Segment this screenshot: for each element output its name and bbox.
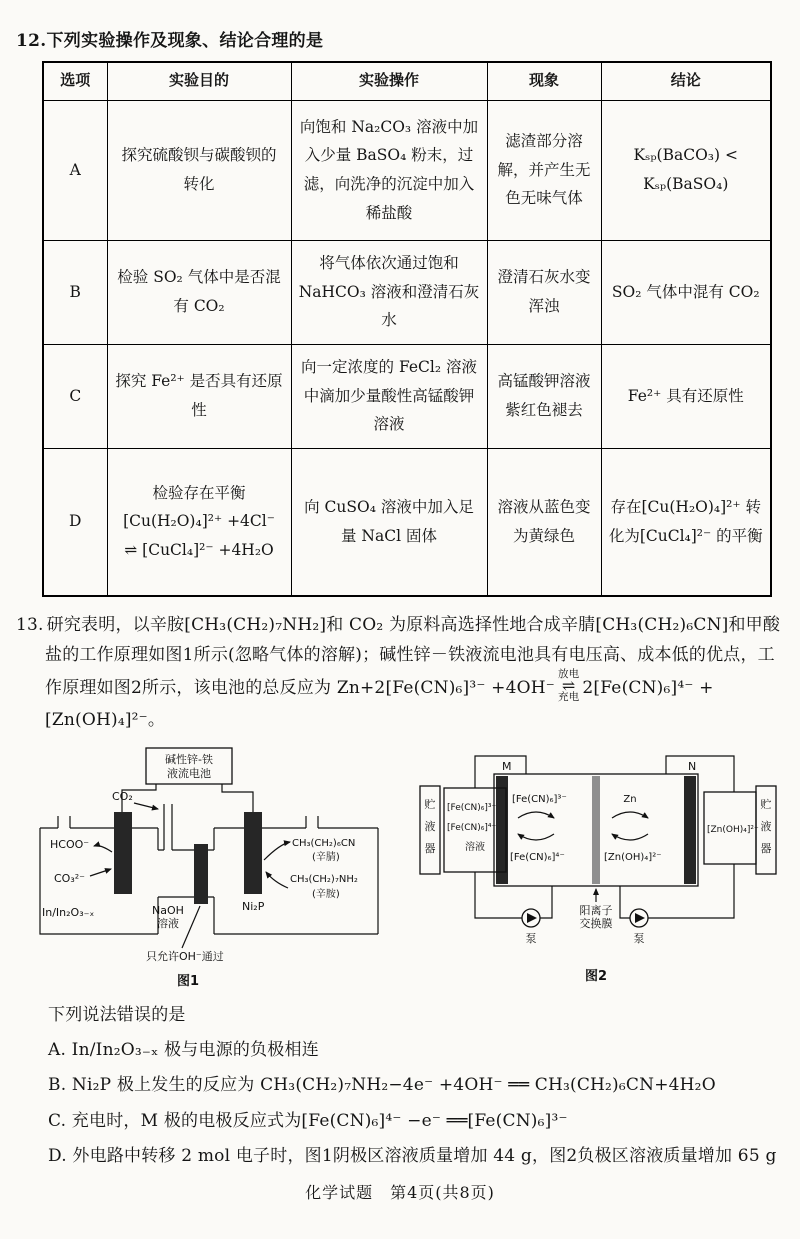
cell-conclusion-d: 存在[Cu(H₂O)₄]²⁺ 转化为[CuCl₄]²⁻ 的平衡 <box>601 448 771 596</box>
col-header-option: 选项 <box>43 62 107 100</box>
cell-phenomenon-d: 溶液从蓝色变为黄绿色 <box>487 448 601 596</box>
cell-option-d: D <box>43 448 107 596</box>
cell-operation-c: 向一定浓度的 FeCl₂ 溶液中滴加少量酸性高锰酸钾溶液 <box>291 344 487 448</box>
cell-phenomenon-a: 滤渣部分溶解，并产生无色无味气体 <box>487 100 601 240</box>
zincate-label: [Zn(OH)₄]²⁻ <box>604 851 662 863</box>
hcoo-arrow <box>94 845 112 851</box>
ferricyanide-label: [Fe(CN)₆]³⁻ <box>512 793 567 805</box>
question-13-stem <box>16 611 784 736</box>
q13-text-1: 研究表明，以辛胺[CH₃(CH₂)₇NH₂]和 CO₂ 为原料高选择性地合成辛腈[CH₃(CH₂)₆CN]和甲酸盐的工作原理如图1所示(忽略气体的溶解)；碱性锌－铁液流电池具有电压高、成本低的优点，工作原理如图2所示，该电池的总反应为 Zn+2[Fe(CN)₆]³⁻ +4OH⁻ <box>45 615 781 698</box>
oh-membrane <box>194 844 208 904</box>
cell-phenomenon-b: 澄清石灰水变浑浊 <box>487 240 601 344</box>
terminal-m-label: M <box>502 759 512 773</box>
carbonate-arrow <box>90 869 111 876</box>
hcoo-label: HCOO⁻ <box>50 837 90 851</box>
col-header-purpose: 实验目的 <box>107 62 291 100</box>
co2-label: CO₂ <box>112 789 133 803</box>
option-a: A. In/In₂O₃₋ₓ 极与电源的负极相连 <box>48 1039 319 1060</box>
left-reservoir-char-3: 器 <box>424 841 436 855</box>
membrane-leader-line <box>182 906 200 948</box>
figure2-diagram <box>416 742 784 992</box>
cation-exchange-membrane <box>592 776 600 884</box>
figure1-diagram <box>18 742 410 992</box>
table-header-row <box>43 62 771 100</box>
cell-purpose-c: 探究 Fe²⁺ 是否具有还原性 <box>107 344 291 448</box>
naoh-label-2: 溶液 <box>157 916 179 930</box>
cell-phenomenon-c: 高锰酸钾溶液紫红色褪去 <box>487 344 601 448</box>
naoh-label-1: NaOH <box>152 903 184 917</box>
left-cycle-arrow-2 <box>518 834 554 840</box>
cell-conclusion-a: Kₛₚ(BaCO₃) < Kₛₚ(BaSO₄) <box>601 100 771 240</box>
discharge-label: 放电 <box>557 667 580 680</box>
figure1-caption: 图1 <box>176 973 200 989</box>
anode-electrode <box>244 812 262 894</box>
table-row-c <box>43 344 771 448</box>
pump-left-label: 泵 <box>525 931 537 945</box>
ferrocyanide-label: [Fe(CN)₆]⁴⁻ <box>510 851 565 863</box>
table-row-a <box>43 100 771 240</box>
table-row-d <box>43 448 771 596</box>
col-header-conclusion: 结论 <box>601 62 771 100</box>
zn-label: Zn <box>623 793 637 805</box>
membrane-label-2: 交换膜 <box>579 916 613 930</box>
table-row-b <box>43 240 771 344</box>
power-source-label-2: 液流电池 <box>167 766 211 780</box>
tank-ferricyanide-label: [Fe(CN)₆]³⁻ <box>447 802 497 813</box>
question-12-stem: 12.下列实验操作及现象、结论合理的是 <box>16 31 324 51</box>
q13-options <box>16 1002 784 1170</box>
right-reservoir-char-2: 液 <box>760 819 772 833</box>
right-reservoir-char-3: 器 <box>760 841 772 855</box>
option-d: D. 外电路中转移 2 mol 电子时，图1阴极区溶液质量增加 44 g，图2负极区溶液质量增加 65 g <box>48 1145 777 1166</box>
cathode-material-label: In/In₂O₃₋ₓ <box>42 905 95 919</box>
left-cycle-arrow-1 <box>518 812 554 818</box>
col-header-operation: 实验操作 <box>291 62 487 100</box>
q13-options-intro: 下列说法错误的是 <box>48 1004 186 1025</box>
option-c: C. 充电时，M 极的电极反应式为[Fe(CN)₆]⁴⁻ −e⁻ ══[Fe(CN)₆]³⁻ <box>48 1110 568 1131</box>
left-reservoir-char-2: 液 <box>424 819 436 833</box>
cell-purpose-a: 探究硫酸钡与碳酸钡的转化 <box>107 100 291 240</box>
pump-right-rotor-icon <box>635 913 645 923</box>
terminal-n-label: N <box>688 759 697 773</box>
electrode-n <box>684 776 696 884</box>
amine-label: CH₃(CH₂)₇NH₂ <box>290 873 358 885</box>
amine-arrow <box>266 872 288 888</box>
cell-purpose-d: 检验存在平衡 [Cu(H₂O)₄]²⁺ +4Cl⁻ ⇌ [CuCl₄]²⁻ +4H₂O <box>107 448 291 596</box>
q13-number: 13. <box>16 615 44 635</box>
co2-inlet-arrow <box>134 803 158 809</box>
nitrile-name-label: (辛腈) <box>312 851 340 863</box>
page-footer: 化学试题 第4页(共8页) <box>305 1183 495 1202</box>
membrane-label-1: 阳离子 <box>579 903 613 917</box>
gas-inlet-tube <box>164 804 172 850</box>
right-reservoir-char-1: 贮 <box>760 797 772 811</box>
nitrile-label: CH₃(CH₂)₆CN <box>292 837 356 849</box>
nitrile-arrow <box>264 842 290 860</box>
pump-right-label: 泵 <box>633 931 645 945</box>
power-source-label-1: 碱性锌-铁 <box>165 752 213 766</box>
right-cycle-arrow-1 <box>612 812 648 818</box>
carbonate-label: CO₃²⁻ <box>54 871 85 885</box>
cell-conclusion-b: SO₂ 气体中混有 CO₂ <box>601 240 771 344</box>
equilibrium-arrow-icon: ⇌ <box>561 675 576 695</box>
cell-conclusion-c: Fe²⁺ 具有还原性 <box>601 344 771 448</box>
pipe-left-return <box>540 886 552 918</box>
cell-operation-a: 向饱和 Na₂CO₃ 溶液中加入少量 BaSO₄ 粉末，过滤，向洗净的沉淀中加入稀盐酸 <box>291 100 487 240</box>
cell-option-b: B <box>43 240 107 344</box>
anode-material-label: Ni₂P <box>242 899 265 913</box>
q13-text-2: 2[Fe(CN)₆]⁴⁻ +[Zn(OH)₄]²⁻。 <box>45 677 714 730</box>
wire-right <box>222 784 253 812</box>
pump-left-rotor-icon <box>527 913 537 923</box>
cathode-electrode <box>114 812 132 894</box>
amine-name-label: (辛胺) <box>312 888 340 900</box>
tank-ferrocyanide-label: [Fe(CN)₆]⁴⁻ <box>447 822 497 833</box>
discharge-charge-equilibrium <box>558 668 579 703</box>
membrane-note: 只允许OH⁻通过 <box>146 949 224 963</box>
figures-row <box>18 742 784 992</box>
right-cycle-arrow-2 <box>612 834 648 840</box>
charge-label: 充电 <box>557 690 580 703</box>
col-header-phenomenon: 现象 <box>487 62 601 100</box>
tank-solution-label: 溶液 <box>465 841 485 853</box>
left-reservoir-char-1: 贮 <box>424 797 436 811</box>
option-b: B. Ni₂P 极上发生的反应为 CH₃(CH₂)₇NH₂−4e⁻ +4OH⁻ ══ CH₃(CH₂)₆CN+4H₂O <box>48 1075 716 1096</box>
pipe-right-return <box>620 886 630 918</box>
figure2-caption: 图2 <box>584 968 608 984</box>
cell-operation-b: 将气体依次通过饱和 NaHCO₃ 溶液和澄清石灰水 <box>291 240 487 344</box>
cell-purpose-b: 检验 SO₂ 气体中是否混有 CO₂ <box>107 240 291 344</box>
q12-table <box>42 61 772 597</box>
cell-option-c: C <box>43 344 107 448</box>
cell-option-a: A <box>43 100 107 240</box>
tank-zincate-label: [Zn(OH)₄]²⁻ <box>707 824 759 835</box>
cell-operation-d: 向 CuSO₄ 溶液中加入足量 NaCl 固体 <box>291 448 487 596</box>
